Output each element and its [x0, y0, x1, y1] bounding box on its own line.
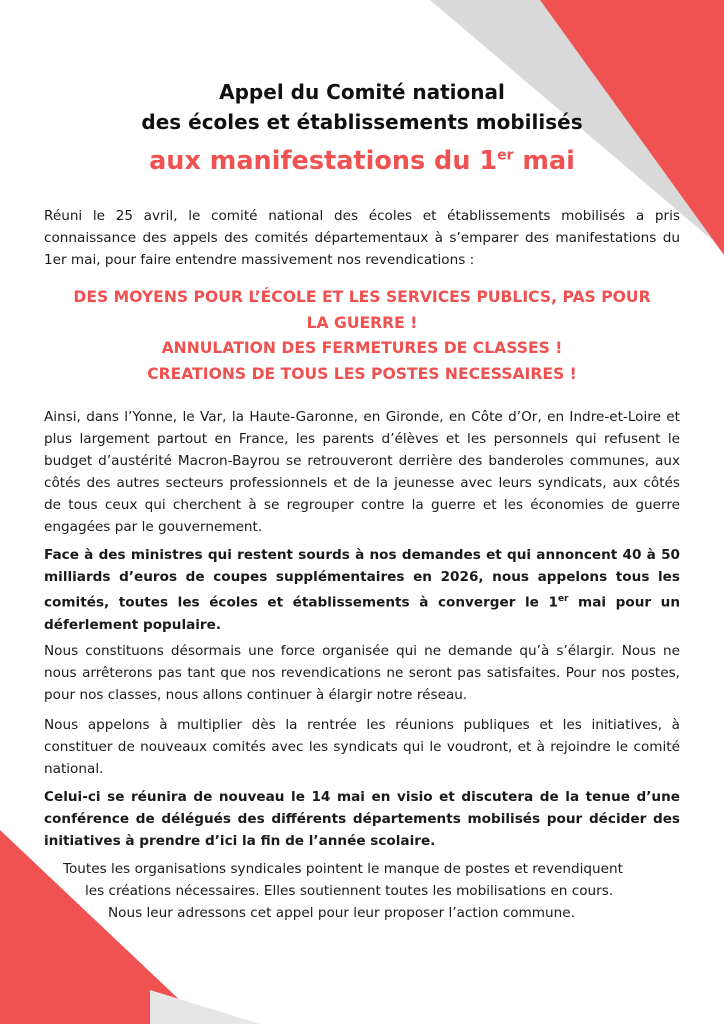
slogan-line: DES MOYENS POUR L’ÉCOLE ET LES SERVICES PUBLICS, PAS POUR	[73, 288, 651, 306]
slogan-line: LA GUERRE !	[306, 313, 418, 332]
paragraph-5: Nous appelons à multiplier dès la rentrée les réunions publiques et les initiatives, à constituer de nouveaux comités avec les syndicats qui le voudront, et à rejoindre le comité national.	[44, 717, 680, 777]
intro-paragraph: Réuni le 25 avril, le comité national des écoles et établissements mobilisés a pris connaissance des appels des comités départementaux à s’emparer des manifestations du 1er mai, pour faire entendre massivement nos revendications :	[44, 208, 680, 268]
paragraph-3-superscript: er	[557, 594, 569, 604]
paragraph-4: Nous constituons désormais une force organisée qui ne demande qu’à s’élargir. Nous ne nous arrêterons pas tant que nos revendications ne seront pas satisfaites. Pour nos postes, pour nos classes, nous allons continuer à élargir notre réseau.	[44, 643, 680, 703]
slogans-block	[44, 285, 680, 387]
slogan-line: ANNULATION DES FERMETURES DE CLASSES !	[161, 339, 563, 357]
title-line-1: Appel du Comité national	[219, 80, 505, 104]
paragraph-6-bold: Celui-ci se réunira de nouveau le 14 mai en visio et discutera de la tenue d’une conférence de délégués des différents départements mobilisés pour décider des initiatives à prendre d’ici la fin de l’année scolaire.	[44, 789, 680, 849]
paragraph-3-start: Face à des ministres qui restent sourds à nos demandes et qui annoncent 40 à 50 milliards d’euros de coupes supplémentaires en 2026, nous appelons tous les comités, toutes les écoles et établissements à converger le 1	[44, 547, 680, 611]
final-paragraph	[44, 858, 680, 924]
paragraph-2: Ainsi, dans l’Yonne, le Var, la Haute-Garonne, en Gironde, en Côte d’Or, en Indre-et-Loire et plus largement partout en France, les parents d’élèves et les personnels qui refusent le budget d’austérité Macron-Bayrou se retrouveront derrière des banderoles communes, aux côtés des autres secteurs professionnels et de la jeunesse avec leurs syndicats, aux côtés de tous ceux qui cherchent à se regrouper contre la guerre et les économies de guerre engagées par le gouvernement.	[44, 409, 680, 535]
title-line-3-end: mai	[513, 146, 575, 176]
paragraph-3-end: mai pour un déferlement populaire.	[44, 594, 680, 633]
title-line-3-superscript: er	[497, 147, 514, 164]
title-line-3	[44, 146, 680, 176]
paragraph-3-bold	[44, 544, 680, 636]
final-line: Toutes les organisations syndicales pointent le manque de postes et revendiquent	[63, 861, 623, 877]
title-line-2: des écoles et établissements mobilisés	[141, 110, 583, 134]
slogan-line: CREATIONS DE TOUS LES POSTES NECESSAIRES !	[147, 364, 577, 383]
title-line-3-text: aux manifestations du 1	[149, 146, 498, 176]
final-line: les créations nécessaires. Elles soutiennent toutes les mobilisations en cours.	[85, 883, 614, 899]
final-line: Nous leur adressons cet appel pour leur proposer l’action commune.	[108, 905, 575, 921]
